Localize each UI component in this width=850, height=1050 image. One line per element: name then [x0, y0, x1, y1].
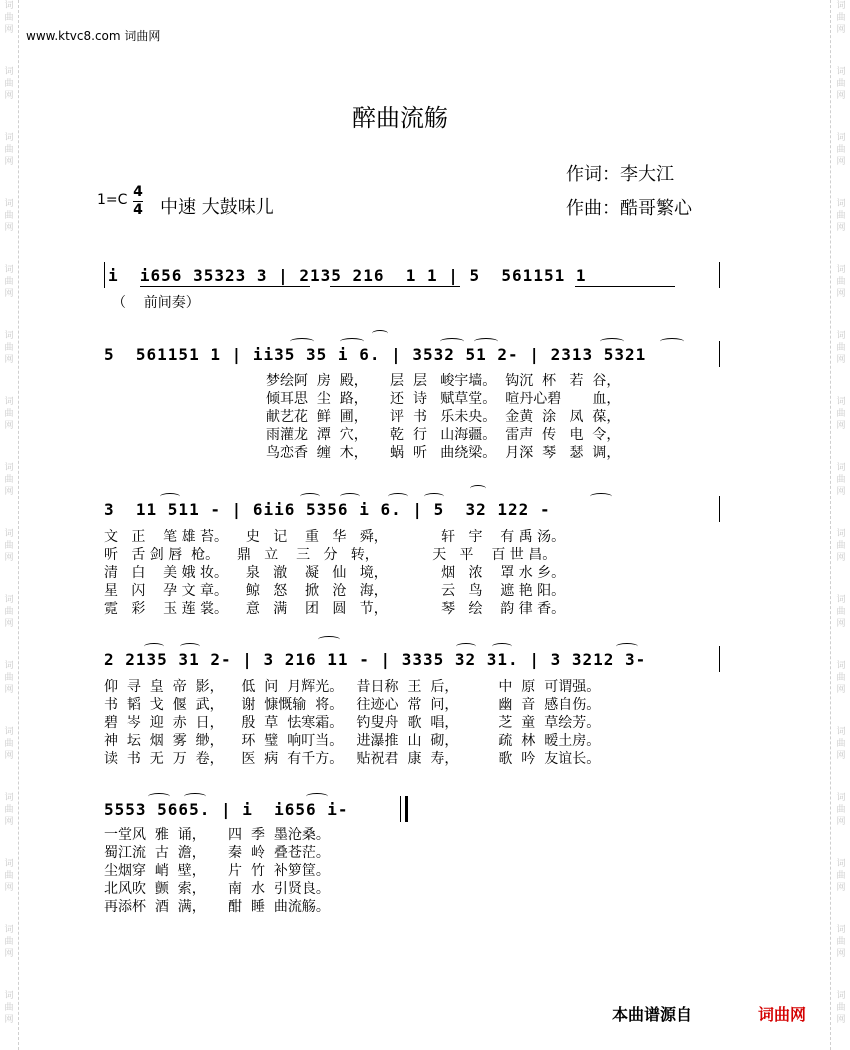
watermark-char: 网	[4, 553, 14, 563]
slur	[492, 643, 512, 650]
watermark-char: 词	[4, 67, 14, 77]
watermark-mark	[1, 594, 17, 660]
lyric-verse-4: 雨灌龙 潭 穴， 乾 行 山海疆。 雷声 传 电 令，	[266, 427, 621, 443]
slur	[372, 330, 388, 337]
watermark-mark	[1, 132, 17, 198]
watermark-char: 曲	[836, 937, 846, 947]
slur	[300, 493, 320, 500]
watermark-mark	[833, 462, 849, 528]
watermark-char: 网	[4, 25, 14, 35]
barline	[400, 796, 401, 822]
watermark-mark	[1, 726, 17, 792]
watermark-char: 网	[4, 487, 14, 497]
watermark-char: 曲	[4, 475, 14, 485]
watermark-char: 曲	[4, 1003, 14, 1013]
watermark-char: 词	[836, 397, 846, 407]
slur	[474, 338, 498, 345]
watermark-char: 曲	[4, 145, 14, 155]
time-signature-top: 4	[133, 184, 143, 200]
watermark-char: 曲	[836, 607, 846, 617]
beam-line	[140, 286, 310, 287]
slur	[660, 338, 684, 345]
lyric-verse-3: 清 白 美 娥 妆。 泉 澈 凝 仙 境， 烟 浓 罩 水 乡。	[104, 565, 566, 581]
watermark-char: 词	[836, 661, 846, 671]
watermark-mark	[833, 858, 849, 924]
watermark-char: 词	[836, 265, 846, 275]
watermark-mark	[1, 330, 17, 396]
watermark-char: 词	[4, 727, 14, 737]
watermark-char: 网	[836, 949, 846, 959]
time-signature	[133, 185, 143, 218]
watermark-char: 网	[4, 421, 14, 431]
watermark-char: 网	[836, 883, 846, 893]
barline	[719, 496, 720, 522]
watermark-char: 曲	[836, 739, 846, 749]
slur	[340, 338, 364, 345]
watermark-char: 网	[836, 91, 846, 101]
watermark-char: 词	[4, 463, 14, 473]
lyric-verse-1: 一堂风 雅 诵， 四 季 墨沧桑。	[104, 827, 330, 843]
slur	[590, 493, 612, 500]
watermark-char: 词	[836, 991, 846, 1001]
lyric-verse-1: 仰 寻 皇 帝 影， 低 问 月辉光。 昔日称 王 后， 中 原 可谓强。	[104, 679, 601, 695]
watermark-char: 词	[4, 661, 14, 671]
barline	[719, 262, 720, 288]
slur	[616, 643, 638, 650]
footer-brand-link[interactable]: 词曲网	[758, 1005, 807, 1024]
watermark-char: 曲	[4, 343, 14, 353]
watermark-mark	[1, 396, 17, 462]
watermark-char: 词	[836, 859, 846, 869]
watermark-char: 网	[4, 157, 14, 167]
watermark-char: 网	[836, 685, 846, 695]
watermark-char: 网	[4, 91, 14, 101]
notation-line-4: 2 2135 31 2- | 3 216 11 - | 3335 32 31. | 3 3212 3-	[104, 650, 647, 669]
footer-source-text: 本曲谱源自	[612, 1005, 693, 1024]
lyric-verse-3: 尘烟穿 峭 壁， 片 竹 补箩筐。	[104, 863, 330, 879]
watermark-char: 词	[4, 859, 14, 869]
watermark-char: 网	[4, 289, 14, 299]
watermark-mark	[833, 132, 849, 198]
watermark-mark	[833, 660, 849, 726]
lyric-verse-2: 听 舌 剑 唇 枪。 鼎 立 三 分 转， 天 平 百 世 昌。	[104, 547, 557, 563]
watermark-mark	[833, 726, 849, 792]
watermark-char: 词	[836, 133, 846, 143]
watermark-char: 网	[836, 25, 846, 35]
watermark-char: 曲	[4, 409, 14, 419]
watermark-char: 网	[836, 223, 846, 233]
slur	[306, 793, 328, 800]
watermark-char: 词	[836, 727, 846, 737]
lyric-verse-4: 星 闪 孕 文 章。 鲸 怒 掀 沧 海， 云 鸟 遮 艳 阳。	[104, 583, 566, 599]
slur	[440, 338, 464, 345]
watermark-char: 词	[4, 199, 14, 209]
watermark-char: 网	[836, 553, 846, 563]
barline	[104, 262, 105, 288]
watermark-char: 词	[836, 529, 846, 539]
watermark-char: 词	[4, 1, 14, 11]
watermark-mark	[833, 66, 849, 132]
notation-line-5: 5553 5665. | i i656 i-	[104, 800, 349, 819]
watermark-mark	[833, 330, 849, 396]
watermark-char: 网	[836, 355, 846, 365]
lyric-verse-1: 梦绘阿 房 殿， 层 层 峻宇墙。 钩沉 杯 若 谷，	[266, 373, 621, 389]
watermark-char: 曲	[4, 211, 14, 221]
watermark-char: 曲	[836, 79, 846, 89]
key-signature: 1=C	[97, 192, 128, 208]
watermark-char: 曲	[4, 871, 14, 881]
time-signature-bottom: 4	[133, 202, 143, 218]
watermark-mark	[833, 264, 849, 330]
watermark-char: 曲	[4, 277, 14, 287]
slur	[456, 643, 476, 650]
watermark-char: 曲	[836, 1003, 846, 1013]
lyric-verse-5: 再添杯 酒 满， 酣 睡 曲流觞。	[104, 899, 330, 915]
watermark-mark	[1, 858, 17, 924]
beam-line	[330, 286, 460, 287]
watermark-mark	[833, 198, 849, 264]
watermark-char: 曲	[836, 871, 846, 881]
lyric-verse-2: 倾耳思 尘 路， 还 诗 赋草堂。 喧丹心碧 血，	[266, 391, 621, 407]
watermark-char: 网	[4, 355, 14, 365]
watermark-char: 词	[836, 925, 846, 935]
slur	[388, 493, 408, 500]
notation-line-1: i i656 35323 3 | 2135 216 1 1 | 5 561151 1	[108, 266, 587, 285]
watermark-char: 网	[4, 817, 14, 827]
watermark-char: 曲	[4, 541, 14, 551]
intro-label: （ 前间奏）	[112, 295, 200, 311]
lyric-verse-4: 北风吹 颤 索， 南 水 引贤良。	[104, 881, 330, 897]
watermark-mark	[1, 528, 17, 594]
watermark-mark	[1, 462, 17, 528]
lyric-verse-4: 神 坛 烟 雾 缈， 环 璧 响叮当。 进瀑推 山 砌， 疏 林 暧土房。	[104, 733, 601, 749]
watermark-char: 曲	[836, 145, 846, 155]
watermark-mark	[1, 990, 17, 1050]
watermark-mark	[1, 0, 17, 66]
watermark-char: 词	[836, 595, 846, 605]
notation-line-3: 3 11 511 - | 6ii6 5356 i 6. | 5 32 122 -	[104, 500, 551, 519]
watermark-char: 词	[4, 991, 14, 1001]
watermark-mark	[1, 792, 17, 858]
lyric-verse-5: 读 书 无 万 卷， 医 病 有千方。 贴祝君 康 寿， 歌 吟 友谊长。	[104, 751, 601, 767]
composer-credit: 作曲：酷哥繁心	[566, 198, 692, 219]
watermark-char: 网	[836, 421, 846, 431]
lyricist-credit: 作词：李大江	[566, 164, 674, 185]
watermark-char: 曲	[836, 277, 846, 287]
watermark-mark	[833, 0, 849, 66]
watermark-mark	[1, 660, 17, 726]
lyric-verse-1: 文 正 笔 雄 苔。 史 记 重 华 舜， 轩 宇 有 禹 汤。	[104, 529, 566, 545]
beam-line	[575, 286, 675, 287]
lyric-verse-2: 蜀江流 古 澹， 秦 岭 叠苍茫。	[104, 845, 330, 861]
slur	[318, 636, 340, 643]
watermark-mark	[833, 990, 849, 1050]
left-watermark-column	[1, 0, 17, 1050]
watermark-char: 网	[4, 883, 14, 893]
watermark-mark	[833, 396, 849, 462]
watermark-char: 网	[836, 289, 846, 299]
watermark-char: 词	[4, 397, 14, 407]
watermark-mark	[1, 198, 17, 264]
watermark-char: 网	[4, 685, 14, 695]
left-page-border	[18, 0, 19, 1050]
watermark-char: 词	[4, 265, 14, 275]
watermark-char: 网	[4, 619, 14, 629]
watermark-char: 网	[836, 487, 846, 497]
lyric-verse-3: 献艺花 鲜 圃， 评 书 乐未央。 金黄 涂 凤 葆，	[266, 409, 621, 425]
watermark-char: 网	[836, 619, 846, 629]
right-watermark-column	[833, 0, 849, 1050]
watermark-char: 词	[836, 793, 846, 803]
watermark-char: 曲	[4, 673, 14, 683]
watermark-char: 词	[4, 331, 14, 341]
song-title: 醉曲流觞	[352, 104, 448, 132]
barline	[719, 341, 720, 367]
watermark-char: 曲	[4, 805, 14, 815]
slur	[290, 338, 314, 345]
watermark-char: 词	[4, 133, 14, 143]
watermark-char: 曲	[836, 343, 846, 353]
watermark-char: 词	[4, 925, 14, 935]
watermark-char: 曲	[836, 409, 846, 419]
slur	[424, 493, 444, 500]
watermark-char: 词	[836, 331, 846, 341]
barline	[719, 646, 720, 672]
watermark-mark	[833, 594, 849, 660]
notation-line-2: 5 561151 1 | ii35 35 i 6. | 3532 51 2- | 2313 5321	[104, 345, 647, 364]
watermark-mark	[1, 264, 17, 330]
watermark-char: 网	[4, 751, 14, 761]
tempo-marking: 中速 大鼓味儿	[160, 197, 274, 218]
watermark-char: 曲	[836, 13, 846, 23]
watermark-char: 曲	[836, 211, 846, 221]
watermark-char: 词	[836, 463, 846, 473]
right-page-border	[830, 0, 831, 1050]
lyric-verse-5: 霓 彩 玉 莲 裳。 意 满 团 圆 节， 琴 绘 韵 律 香。	[104, 601, 566, 617]
watermark-char: 词	[4, 595, 14, 605]
watermark-char: 曲	[836, 541, 846, 551]
slur	[340, 493, 360, 500]
watermark-char: 网	[4, 223, 14, 233]
watermark-char: 曲	[4, 937, 14, 947]
slur	[184, 793, 206, 800]
watermark-char: 词	[836, 67, 846, 77]
watermark-char: 曲	[4, 739, 14, 749]
watermark-char: 词	[836, 1, 846, 11]
watermark-mark	[833, 924, 849, 990]
watermark-char: 曲	[836, 673, 846, 683]
watermark-char: 曲	[4, 79, 14, 89]
lyric-verse-5: 鸟恋香 缠 木， 蜗 听 曲绕梁。 月深 琴 瑟 调，	[266, 445, 621, 461]
slur	[148, 793, 170, 800]
site-url[interactable]: www.ktvc8.com 词曲网	[26, 29, 161, 43]
slur	[470, 485, 486, 492]
watermark-char: 词	[4, 529, 14, 539]
watermark-char: 曲	[836, 475, 846, 485]
final-barline	[405, 796, 408, 822]
watermark-char: 网	[4, 1015, 14, 1025]
watermark-char: 网	[836, 157, 846, 167]
watermark-char: 曲	[4, 13, 14, 23]
watermark-char: 网	[836, 751, 846, 761]
lyric-verse-3: 碧 岑 迎 赤 日， 殷 草 怯寒霜。 钓叟舟 歌 唱， 芝 童 草绘芳。	[104, 715, 601, 731]
watermark-mark	[833, 792, 849, 858]
lyric-verse-2: 书 韬 戈 偃 武， 谢 慷慨输 将。 往迹心 常 问， 幽 音 感自伤。	[104, 697, 601, 713]
slur	[144, 643, 164, 650]
slur	[160, 493, 180, 500]
slur	[180, 643, 200, 650]
watermark-mark	[1, 924, 17, 990]
watermark-char: 词	[836, 199, 846, 209]
slur	[600, 338, 624, 345]
watermark-char: 网	[836, 1015, 846, 1025]
watermark-char: 词	[4, 793, 14, 803]
watermark-char: 网	[836, 817, 846, 827]
watermark-char: 网	[4, 949, 14, 959]
watermark-char: 曲	[4, 607, 14, 617]
watermark-char: 曲	[836, 805, 846, 815]
watermark-mark	[833, 528, 849, 594]
